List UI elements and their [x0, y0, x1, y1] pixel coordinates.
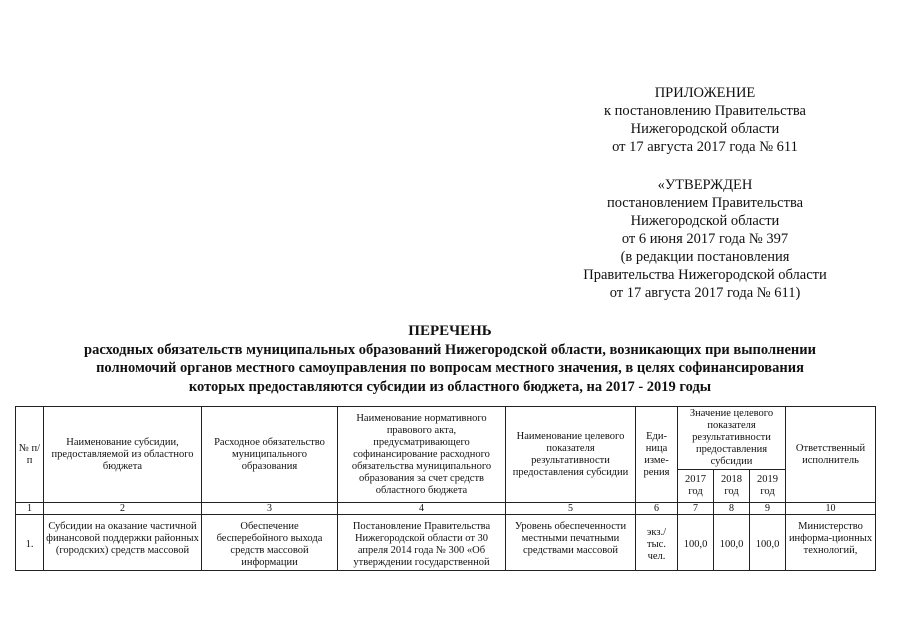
column-number: 7	[678, 503, 714, 515]
row-value-2019: 100,0	[750, 515, 786, 571]
row-act: Постановление Правительства Нижегородской области от 30 апреля 2014 года № 300 «Об утверждении государственной	[352, 521, 491, 568]
header-indicator: Наименование целевого показателя результативности предоставления субсидии	[506, 407, 636, 503]
appendix-line: от 17 августа 2017 года № 611	[612, 139, 798, 155]
row-num: 1.	[16, 515, 44, 571]
title-line: которых предоставляются субсидии из областного бюджета, на 2017 - 2019 годы	[188, 378, 712, 395]
column-number: 6	[636, 503, 678, 515]
row-executor: Министерство информа-ционных технологий,	[788, 521, 873, 556]
approved-line: «УТВЕРЖДЕН	[657, 177, 753, 193]
approved-line: от 6 июня 2017 года № 397	[621, 231, 789, 247]
header-year-2019: 2019 год	[750, 470, 786, 503]
approved-line: от 17 августа 2017 года № 611)	[609, 285, 801, 301]
header-act: Наименование нормативного правового акта, предусматривающего софинансирование расходного обязательства муниципального образования за счет средств областного бюджета	[338, 407, 506, 503]
approved-block	[540, 176, 870, 302]
header-subsidy: Наименование субсидии, предоставляемой из областного бюджета	[44, 407, 202, 503]
column-number: 2	[44, 503, 202, 515]
approved-line: постановлением Правительства	[606, 195, 804, 211]
row-obligation: Обеспечение бесперебойного выхода средств массовой информации	[216, 521, 323, 568]
header-unit: Еди-ница изме-рения	[636, 407, 678, 503]
row-unit: экз./ тыс. чел.	[636, 515, 678, 571]
row-value-2018: 100,0	[714, 515, 750, 571]
header-obligation: Расходное обязательство муниципального образования	[202, 407, 338, 503]
row-indicator: Уровень обеспеченности местными печатными средствами массовой	[514, 521, 627, 556]
row-subsidy: Субсидии на оказание частичной финансовой поддержки районных (городских) средств массовой	[46, 521, 199, 556]
approved-line: Нижегородской области	[630, 213, 780, 229]
title-heading: ПЕРЕЧЕНЬ	[408, 323, 492, 339]
column-number: 9	[750, 503, 786, 515]
column-number: 10	[786, 503, 876, 515]
appendix-line: к постановлению Правительства	[604, 103, 806, 119]
column-number: 3	[202, 503, 338, 515]
table-row	[16, 515, 876, 571]
appendix-line: Нижегородской области	[630, 121, 780, 137]
appendix-line: ПРИЛОЖЕНИЕ	[654, 85, 756, 101]
header-executor: Ответственный исполнитель	[786, 407, 876, 503]
header-year-2018: 2018 год	[714, 470, 750, 503]
column-number: 1	[16, 503, 44, 515]
appendix-block	[560, 84, 850, 156]
row-value-2017: 100,0	[678, 515, 714, 571]
header-year-2017: 2017 год	[678, 470, 714, 503]
title-line: полномочий органов местного самоуправления по вопросам местного значения, в целях софинансирования	[96, 360, 804, 376]
obligations-table	[15, 406, 876, 571]
title-line: расходных обязательств муниципальных образований Нижегородской области, возникающих при выполнении	[84, 341, 816, 358]
column-number: 5	[506, 503, 636, 515]
header-num: № п/п	[16, 407, 44, 503]
approved-line: Правительства Нижегородской области	[583, 267, 827, 283]
document-title	[40, 322, 860, 396]
column-number: 8	[714, 503, 750, 515]
column-number: 4	[338, 503, 506, 515]
header-value-group: Значение целевого показателя результативности предоставления субсидии	[678, 407, 786, 470]
approved-line: (в редакции постановления	[620, 249, 790, 265]
